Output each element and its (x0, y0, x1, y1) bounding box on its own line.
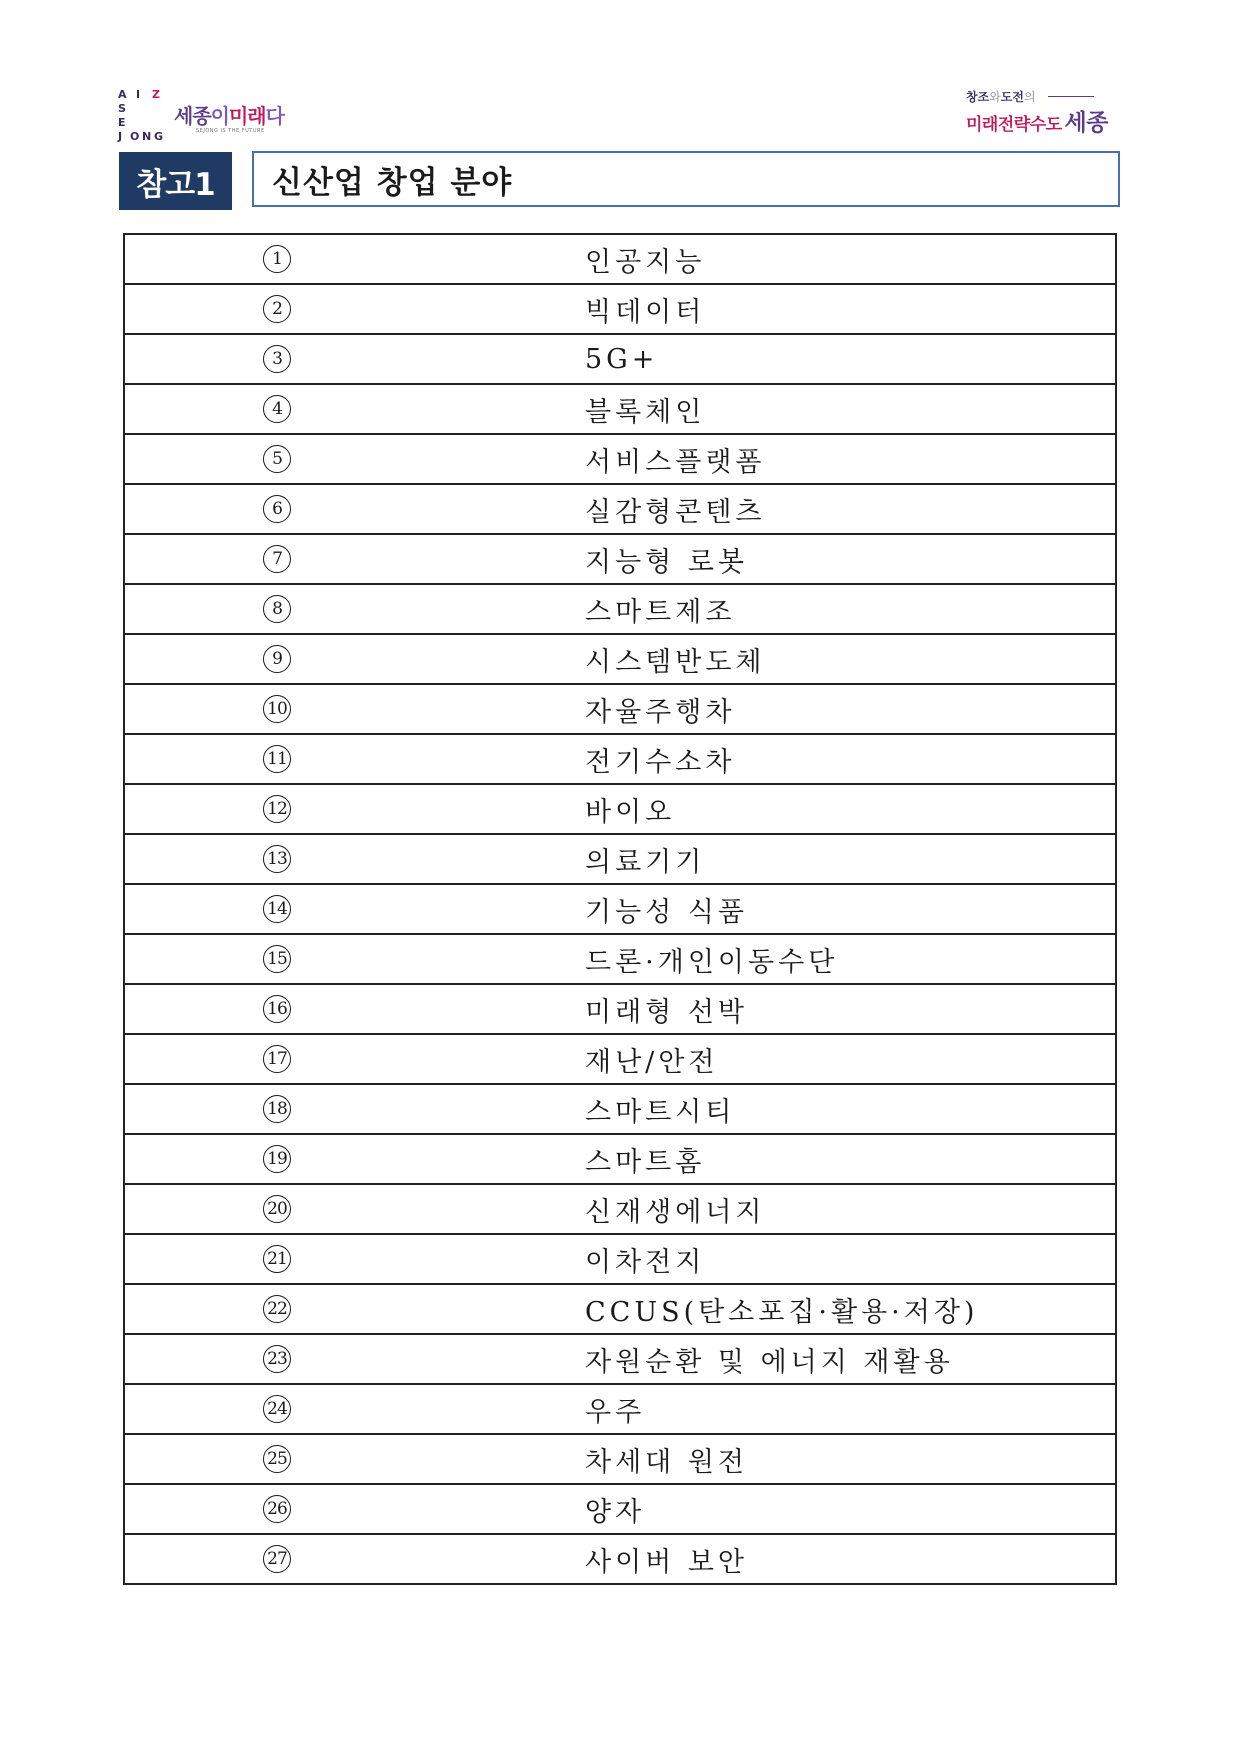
industry-name: 지능형 로봇 (585, 546, 748, 578)
table-row (125, 683, 1115, 733)
sejong-letter-grid (118, 88, 166, 144)
circled-number: 14 (263, 895, 291, 923)
row-number-cell (125, 385, 437, 433)
logo-letter: N (142, 130, 152, 143)
circled-number: 12 (263, 795, 291, 823)
row-number-cell (125, 435, 437, 483)
circled-number: 20 (263, 1195, 291, 1223)
logo-letter: Z (152, 88, 160, 101)
industry-name: 스마트홈 (585, 1146, 706, 1178)
logo-tagline: SEJONG IS THE FUTURE (196, 128, 265, 134)
table-row (125, 583, 1115, 633)
logo-letter: E (118, 116, 126, 129)
table-row (125, 433, 1115, 483)
wordmark-part: 세종 (174, 104, 211, 128)
circled-number: 1 (263, 245, 291, 273)
circled-number: 16 (263, 995, 291, 1023)
circled-number: 21 (263, 1245, 291, 1273)
industry-name: 미래형 선박 (585, 996, 748, 1028)
logo-letter: G (154, 130, 164, 143)
industry-name: 기능성 식품 (585, 896, 748, 928)
row-number-cell (125, 1035, 437, 1083)
table-row (125, 1333, 1115, 1383)
table-row (125, 633, 1115, 683)
row-number-cell (125, 285, 437, 333)
circled-number: 15 (263, 945, 291, 973)
industry-name: 신재생에너지 (585, 1196, 766, 1228)
table-row (125, 1533, 1115, 1583)
row-number-cell (125, 485, 437, 533)
industry-name: 5G+ (585, 343, 659, 375)
industry-name: 스마트제조 (585, 596, 736, 628)
table-row (125, 1233, 1115, 1283)
row-number-cell (125, 885, 437, 933)
row-number-cell (125, 1185, 437, 1233)
row-number-cell (125, 785, 437, 833)
circled-number: 3 (263, 345, 291, 373)
row-number-cell (125, 735, 437, 783)
row-number-cell (125, 1085, 437, 1133)
table-row (125, 983, 1115, 1033)
table-row (125, 383, 1115, 433)
table-row (125, 533, 1115, 583)
row-number-cell (125, 685, 437, 733)
row-number-cell (125, 235, 437, 283)
industry-name: 자원순환 및 에너지 재활용 (585, 1346, 954, 1378)
industry-name: 의료기기 (585, 846, 706, 878)
industry-name: 재난/안전 (585, 1046, 719, 1078)
industry-name: 시스템반도체 (585, 646, 766, 678)
circled-number: 25 (263, 1445, 291, 1473)
table-row (125, 933, 1115, 983)
logo-letter: O (130, 130, 140, 143)
industry-name: 양자 (585, 1496, 646, 1528)
industry-table (123, 233, 1117, 1585)
table-row (125, 783, 1115, 833)
logo-letter: I (136, 88, 141, 101)
row-number-cell (125, 335, 437, 383)
table-row (125, 1433, 1115, 1483)
wordmark-part: 다 (265, 104, 284, 128)
row-number-cell (125, 535, 437, 583)
row-number-cell (125, 985, 437, 1033)
table-row (125, 1033, 1115, 1083)
industry-name: 우주 (585, 1396, 646, 1428)
table-row (125, 1083, 1115, 1133)
circled-number: 8 (263, 595, 291, 623)
table-row (125, 333, 1115, 383)
industry-name: 스마트시티 (585, 1096, 736, 1128)
circled-number: 7 (263, 545, 291, 573)
row-number-cell (125, 835, 437, 883)
table-row (125, 1383, 1115, 1433)
row-number-cell (125, 1435, 437, 1483)
circled-number: 4 (263, 395, 291, 423)
industry-name: 인공지능 (585, 246, 706, 278)
circled-number: 10 (263, 695, 291, 723)
logo-name (966, 104, 1108, 137)
row-number-cell (125, 1135, 437, 1183)
future-strategy-capital-logo (966, 88, 1126, 144)
wordmark-part: 이 (210, 104, 229, 128)
table-row (125, 833, 1115, 883)
logo-name-part: 미래전략수도 (966, 115, 1062, 135)
circled-number: 22 (263, 1295, 291, 1323)
circled-number: 17 (263, 1045, 291, 1073)
industry-name: 빅데이터 (585, 296, 706, 328)
slogan-part: 의 (1023, 90, 1036, 104)
section-title: 신산업 창업 분야 (252, 151, 1120, 207)
table-row (125, 235, 1115, 283)
reference-tag: 참고1 (119, 152, 232, 210)
industry-name: 사이버 보안 (585, 1546, 748, 1578)
row-number-cell (125, 1235, 437, 1283)
circled-number: 18 (263, 1095, 291, 1123)
slogan-part: 창조 (966, 90, 990, 104)
circled-number: 9 (263, 645, 291, 673)
circled-number: 24 (263, 1395, 291, 1423)
wordmark-part: 미래 (228, 104, 266, 128)
industry-name: 차세대 원전 (585, 1446, 748, 1478)
row-number-cell (125, 585, 437, 633)
industry-name: CCUS(탄소포집·활용·저장) (585, 1296, 979, 1328)
row-number-cell (125, 1385, 437, 1433)
row-number-cell (125, 1335, 437, 1383)
table-row (125, 1483, 1115, 1533)
logo-letter: J (118, 130, 123, 143)
logo-letter: A (118, 88, 127, 101)
row-number-cell (125, 935, 437, 983)
logo-wordmark (174, 100, 284, 129)
row-number-cell (125, 1285, 437, 1333)
slogan-part: 도전 (1000, 90, 1024, 104)
circled-number: 26 (263, 1495, 291, 1523)
industry-name: 서비스플랫폼 (585, 446, 766, 478)
industry-name: 자율주행차 (585, 696, 736, 728)
industry-name: 이차전지 (585, 1246, 706, 1278)
circled-number: 11 (263, 745, 291, 773)
logo-slogan (966, 88, 1036, 105)
circled-number: 19 (263, 1145, 291, 1173)
circled-number: 23 (263, 1345, 291, 1373)
circled-number: 27 (263, 1545, 291, 1573)
industry-name: 바이오 (585, 796, 676, 828)
table-row (125, 483, 1115, 533)
table-row (125, 283, 1115, 333)
sejong-future-logo (118, 88, 298, 144)
circled-number: 6 (263, 495, 291, 523)
slogan-part: 와 (989, 90, 1001, 104)
industry-name: 실감형콘텐츠 (585, 496, 766, 528)
row-number-cell (125, 1535, 437, 1583)
table-row (125, 1283, 1115, 1333)
industry-name: 드론·개인이동수단 (585, 946, 839, 978)
table-row (125, 883, 1115, 933)
industry-name: 블록체인 (585, 396, 706, 428)
table-row (125, 1133, 1115, 1183)
circled-number: 2 (263, 295, 291, 323)
circled-number: 5 (263, 445, 291, 473)
logo-name-part: 세종 (1064, 110, 1108, 136)
table-row (125, 1183, 1115, 1233)
table-row (125, 733, 1115, 783)
industry-name: 전기수소차 (585, 746, 736, 778)
logo-rule (1048, 96, 1094, 97)
circled-number: 13 (263, 845, 291, 873)
row-number-cell (125, 1485, 437, 1533)
row-number-cell (125, 635, 437, 683)
logo-letter: S (118, 102, 126, 115)
